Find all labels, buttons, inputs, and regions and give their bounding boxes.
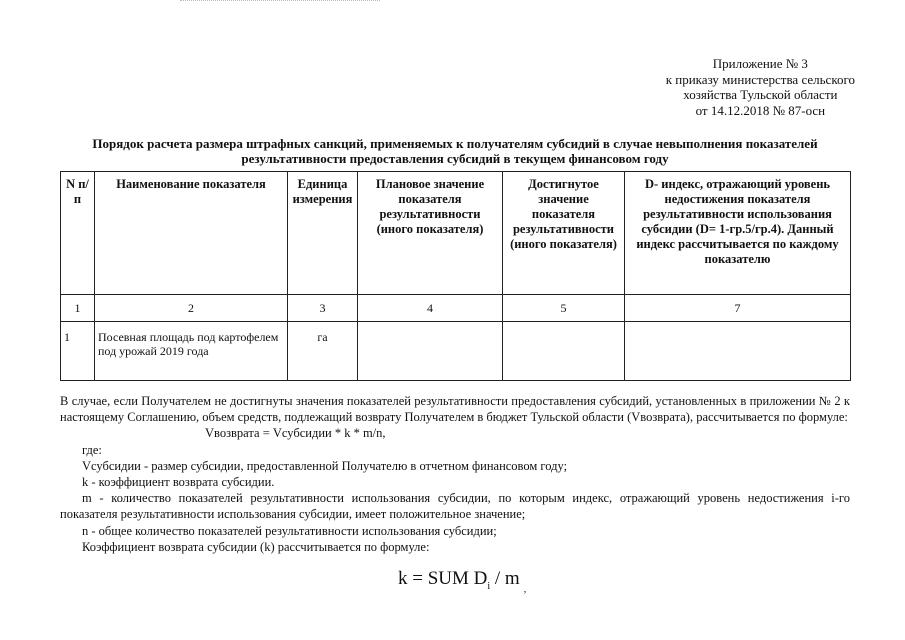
penalty-table (60, 171, 851, 381)
definition-n: n - общее количество показателей результативности использования субсидии; (82, 523, 497, 538)
formula-coefficient (398, 568, 526, 595)
body-text (60, 393, 850, 555)
column-number: 5 (503, 295, 625, 322)
column-number: 1 (61, 295, 95, 322)
cell-planned-value (358, 322, 503, 381)
column-number-row (61, 295, 851, 322)
column-number: 4 (358, 295, 503, 322)
formula-subscript: i (487, 580, 491, 592)
appendix-line-2: к приказу министерства сельского (665, 71, 855, 87)
cell-d-index (625, 322, 851, 381)
definition-m: m - количество показателей результативности использования субсидии, по которым индекс, отражающий уровень недостижения i-го показателя результативности использования субсидии, имеет положительное значение; (60, 491, 850, 522)
header-achieved-value: Достигнутое значение показателя результативности (иного показателя) (503, 172, 625, 295)
appendix-line-1: Приложение № 3 (712, 56, 808, 71)
cell-indicator-name: Посевная площадь под картофелем под урожай 2019 года (95, 322, 288, 381)
header-number: N п/п (61, 172, 95, 295)
column-number: 3 (288, 295, 358, 322)
definition-k: k - коэффициент возврата субсидии. (82, 475, 275, 490)
where-label: где: (82, 442, 102, 457)
paragraph-refund-condition: В случае, если Получателем не достигнуты значения показателей результативности предоставления субсидий, установленных в приложении № 2 к настоящему Соглашению, объем средств, подлежащий возврату Получателем в бюджет Тульской области (Vвозврата), рассчитывается по формуле: (60, 394, 850, 425)
formula-refund-volume: Vвозврата = Vсубсидии * k * m/n, (205, 426, 386, 441)
cell-row-number: 1 (61, 322, 95, 381)
definition-subsidy: Vсубсидии - размер субсидии, предоставленной Получателю в отчетном финансовом году; (82, 458, 568, 473)
appendix-header (666, 56, 855, 118)
formula-main: k = SUM D (398, 568, 488, 589)
formula-tail: / m (490, 568, 520, 589)
table-header-row (61, 172, 851, 295)
scan-artifact (180, 0, 380, 3)
appendix-line-4: от 14.12.2018 № 87-осн (695, 102, 826, 118)
column-number: 7 (625, 295, 851, 322)
coefficient-intro: Коэффициент возврата субсидии (k) рассчитывается по формуле: (82, 539, 430, 554)
document-title: Порядок расчета размера штрафных санкций, применяемых к получателям субсидий в случае невыполнения показателей результативности предоставления субсидий в текущем финансовом году (92, 136, 818, 166)
header-unit: Единица измерения (288, 172, 358, 295)
header-d-index: D- индекс, отражающий уровень недостижения показателя результативности использования субсидии (D= 1-гр.5/гр.4). Данный индекс рассчитывается по каждому показателю (625, 172, 851, 295)
header-indicator-name: Наименование показателя (95, 172, 288, 295)
appendix-line-3: хозяйства Тульской области (683, 87, 838, 102)
header-planned-value: Плановое значение показателя результативности (иного показателя) (358, 172, 503, 295)
table-row (61, 322, 851, 381)
cell-unit: га (288, 322, 358, 381)
column-number: 2 (95, 295, 288, 322)
cell-achieved-value (503, 322, 625, 381)
formula-comma: , (523, 584, 527, 595)
